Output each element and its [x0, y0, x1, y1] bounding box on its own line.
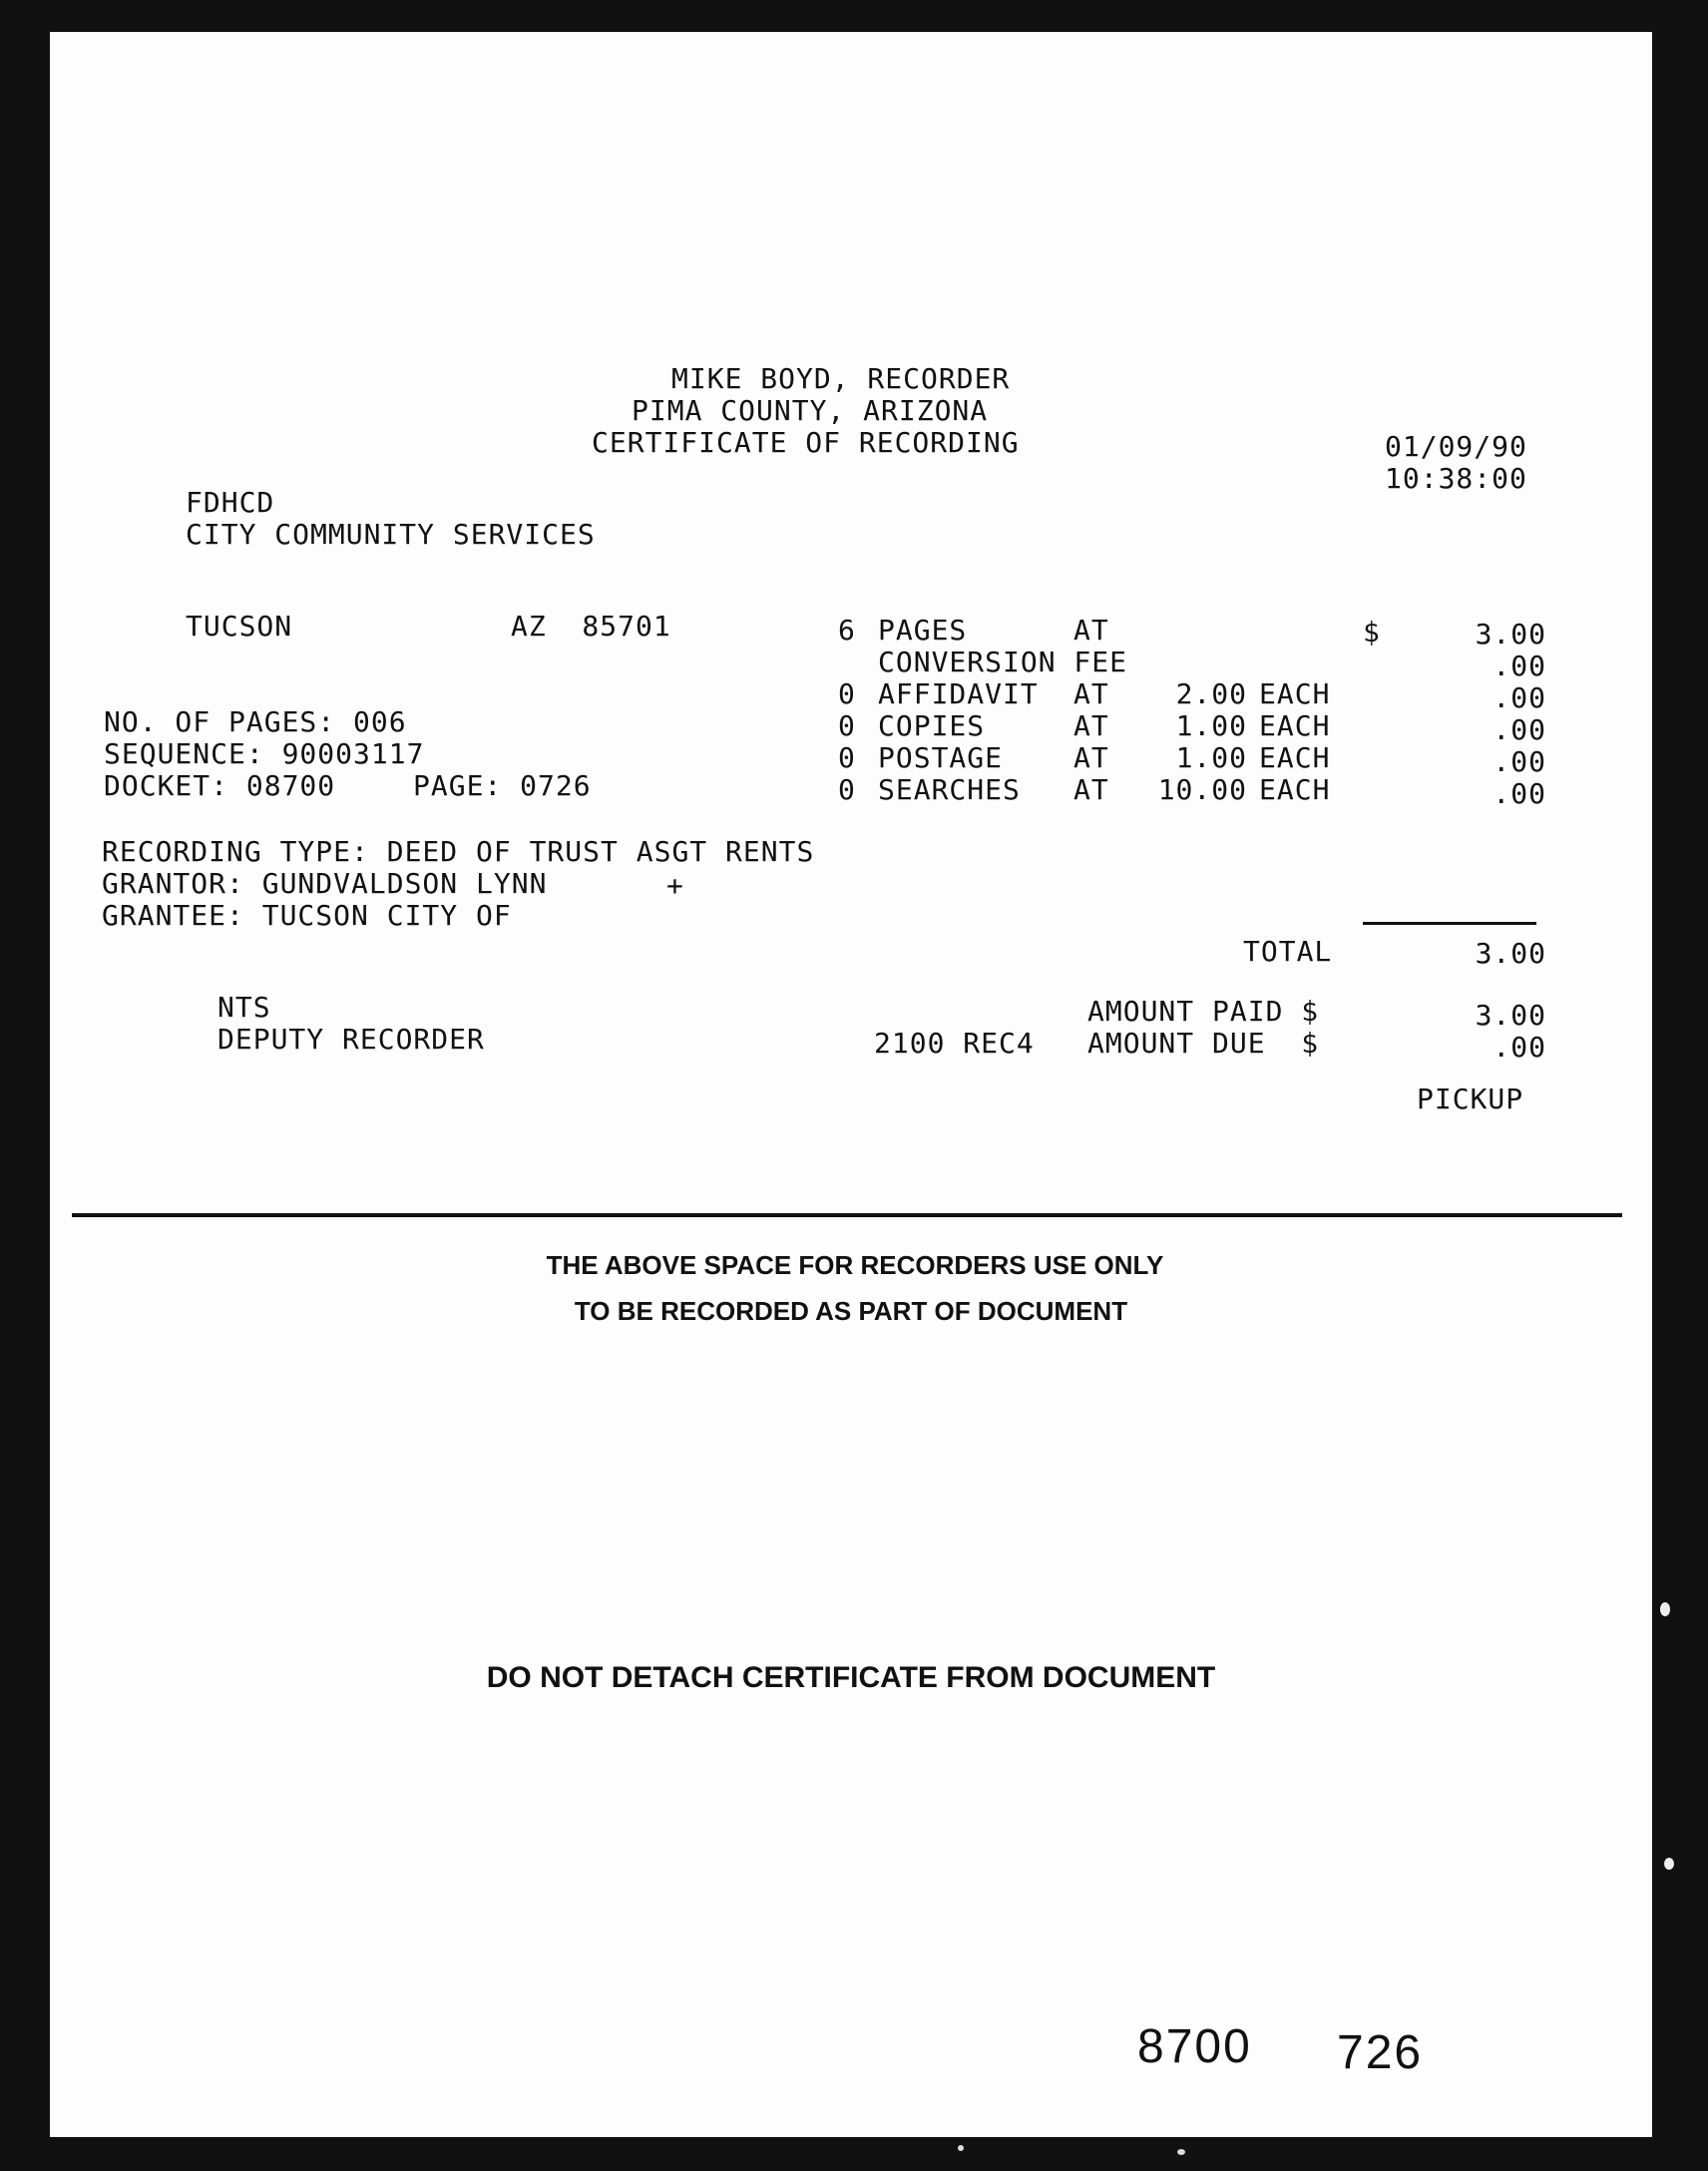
fee-qty: 6: [838, 614, 856, 647]
fee-each: EACH: [1259, 741, 1331, 774]
docket-number: DOCKET: 08700: [104, 769, 336, 802]
fee-at: AT: [1073, 709, 1109, 742]
scan-speck: [1660, 1602, 1670, 1616]
fee-qty: 0: [838, 677, 856, 710]
amount-paid-label: AMOUNT PAID $: [1087, 995, 1320, 1028]
fee-each: EACH: [1259, 677, 1331, 710]
amount-due: .00: [1493, 1031, 1546, 1064]
fee-at: AT: [1073, 614, 1109, 647]
scan-speck: [1177, 2149, 1185, 2155]
pickup-status: PICKUP: [1417, 1083, 1524, 1115]
fee-amount: .00: [1493, 713, 1546, 746]
grantee: GRANTEE: TUCSON CITY OF: [102, 899, 512, 932]
fee-each: EACH: [1259, 709, 1331, 742]
total-amount: 3.00: [1475, 937, 1546, 970]
fee-amount: .00: [1493, 681, 1546, 714]
stamp-docket: 8700: [1137, 2020, 1252, 2073]
recorder-use-notice: THE ABOVE SPACE FOR RECORDERS USE ONLY: [546, 1250, 1164, 1280]
fee-label: POSTAGE: [878, 741, 1004, 774]
amount-due-label: AMOUNT DUE $: [1087, 1027, 1320, 1060]
recording-type: RECORDING TYPE: DEED OF TRUST ASGT RENTS: [102, 835, 815, 868]
recorder-name: MIKE BOYD, RECORDER: [671, 362, 1011, 395]
scan-speck: [1664, 1858, 1674, 1870]
fee-at: AT: [1073, 773, 1109, 806]
total-underline: [1363, 922, 1536, 925]
fee-amount: .00: [1493, 745, 1546, 778]
fee-qty: 0: [838, 773, 856, 806]
fee-label: PAGES: [878, 614, 968, 647]
grantor-mark: +: [666, 869, 684, 902]
sequence-number: SEQUENCE: 90003117: [104, 737, 425, 770]
fee-label: SEARCHES: [878, 773, 1021, 806]
fee-label: COPIES: [878, 709, 986, 742]
fee-at: AT: [1073, 741, 1109, 774]
recording-time: 10:38:00: [1385, 462, 1527, 495]
recording-date: 01/09/90: [1385, 430, 1527, 463]
stamp-page: 726: [1337, 2026, 1424, 2079]
register-code: 2100 REC4: [874, 1027, 1035, 1060]
signer-initials: NTS: [217, 991, 271, 1024]
fee-rate: 1.00: [1175, 741, 1247, 774]
certificate-title: CERTIFICATE OF RECORDING: [592, 426, 1020, 459]
grantor: GRANTOR: GUNDVALDSON LYNN: [102, 867, 548, 900]
amount-paid: 3.00: [1475, 999, 1546, 1032]
fee-label: AFFIDAVIT: [878, 677, 1039, 710]
fee-qty: 0: [838, 741, 856, 774]
fee-qty: 0: [838, 709, 856, 742]
county-name: PIMA COUNTY, ARIZONA: [632, 394, 989, 427]
do-not-detach-notice: DO NOT DETACH CERTIFICATE FROM DOCUMENT: [486, 1661, 1216, 1694]
addressee-line1: FDHCD: [186, 486, 275, 519]
record-part-notice: TO BE RECORDED AS PART OF DOCUMENT: [574, 1296, 1128, 1326]
divider-line: [72, 1213, 1622, 1217]
page-number: PAGE: 0726: [413, 769, 592, 802]
fee-currency: $: [1363, 616, 1381, 649]
fee-amount: .00: [1493, 777, 1546, 810]
addressee-line2: CITY COMMUNITY SERVICES: [186, 518, 596, 551]
fee-each: EACH: [1259, 773, 1331, 806]
fee-at: AT: [1073, 677, 1109, 710]
fee-rate: 2.00: [1175, 677, 1247, 710]
signer-title: DEPUTY RECORDER: [217, 1023, 485, 1056]
page-count: NO. OF PAGES: 006: [104, 705, 407, 738]
fee-rate: 1.00: [1175, 709, 1247, 742]
total-label: TOTAL: [1243, 935, 1333, 968]
scan-speck: [958, 2145, 964, 2151]
addressee-city: TUCSON: [186, 610, 293, 643]
fee-amount: 3.00: [1475, 618, 1546, 651]
addressee-state-zip: AZ 85701: [511, 610, 671, 643]
fee-amount: .00: [1493, 650, 1546, 682]
fee-rate: 10.00: [1157, 773, 1247, 806]
document-page: [50, 32, 1652, 2137]
fee-label: CONVERSION FEE: [878, 646, 1128, 678]
